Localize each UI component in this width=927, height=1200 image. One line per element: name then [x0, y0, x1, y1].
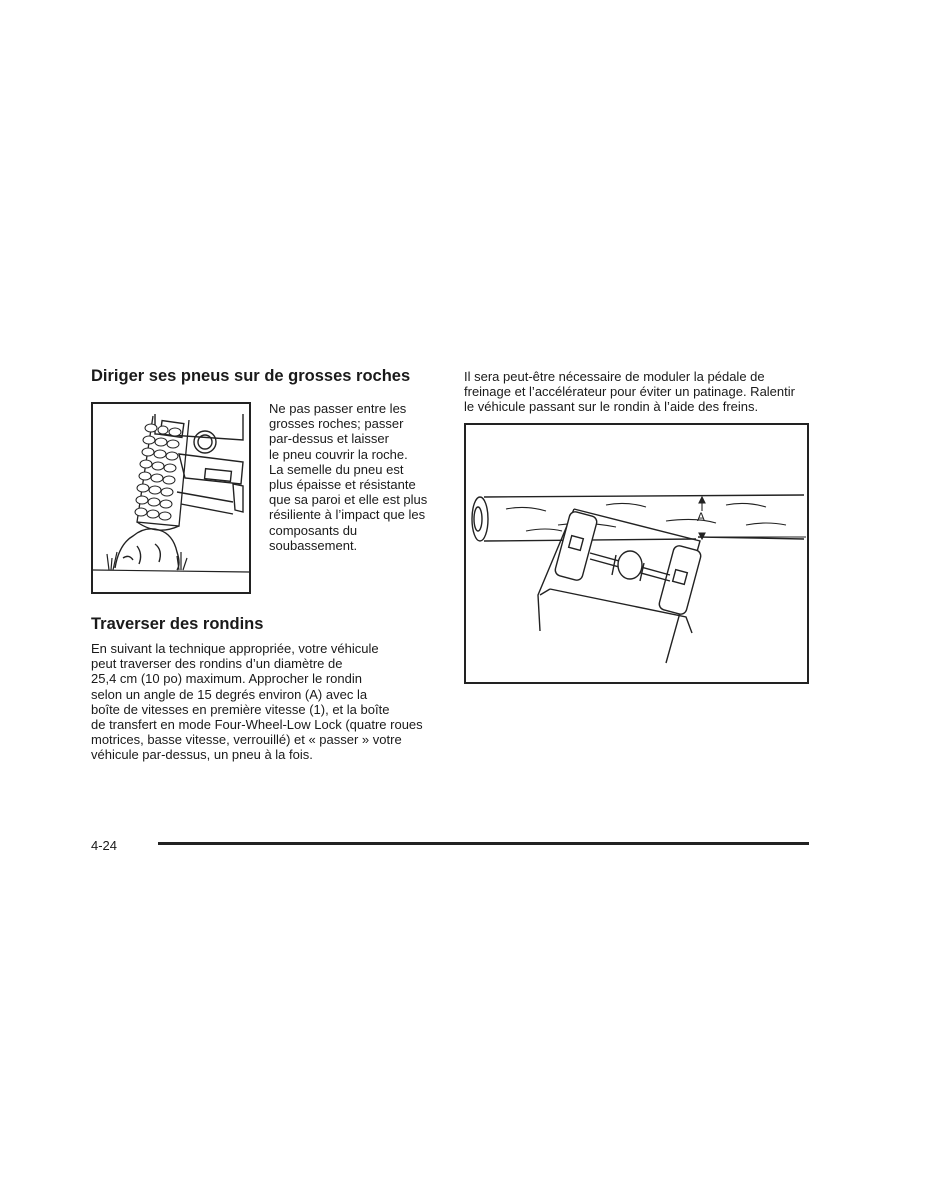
caption-line: le pneu couvrir la roche. [269, 446, 408, 462]
body-line: de transfert en mode Four-Wheel-Low Lock (quatre roues [91, 717, 423, 733]
body-line: boîte de vitesses en première vitesse (1), et la boîte [91, 701, 390, 717]
body-line: motrices, basse vitesse, verrouillé) et « passer » votre [91, 732, 402, 748]
logs-body [91, 641, 423, 763]
body-line: selon un angle de 15 degrés environ (A) avec la [91, 686, 368, 702]
body-line: 25,4 cm (10 po) maximum. Approcher le rondin [91, 671, 362, 687]
footer-rule [158, 842, 809, 845]
caption-line: plus épaisse et résistante [269, 477, 416, 493]
tire-on-rock-illustration [91, 402, 251, 594]
intro-line: le véhicule passant sur le rondin à l’aide des freins. [464, 399, 759, 415]
body-line: En suivant la technique appropriée, votre véhicule [91, 641, 379, 656]
caption-line: composants du [269, 522, 358, 538]
intro-line: Il sera peut-être nécessaire de moduler la pédale de [464, 369, 765, 384]
intro-line: freinage et l’accélérateur pour éviter un patinage. Ralentir [464, 384, 795, 400]
angle-label-a: A [697, 510, 706, 524]
caption-line: Ne pas passer entre les [269, 401, 407, 416]
log-crossing-illustration [464, 423, 809, 684]
body-line: véhicule par-dessus, un pneu à la fois. [91, 747, 313, 763]
rocks-heading: Diriger ses pneus sur de grosses roches [91, 367, 411, 385]
logs-heading: Traverser des rondins [91, 615, 264, 633]
brake-intro [464, 369, 795, 415]
caption-line: résiliente à l’impact que les [269, 507, 426, 523]
caption-line: par-dessus et laisser [269, 431, 389, 447]
caption-line: que sa paroi et elle est plus [269, 492, 428, 508]
caption-line: soubassement. [269, 537, 358, 553]
rocks-caption [269, 401, 427, 553]
body-line: peut traverser des rondins d’un diamètre de [91, 656, 343, 672]
page-number: 4-24 [91, 838, 118, 853]
caption-line: La semelle du pneu est [269, 461, 404, 477]
caption-line: grosses roches; passer [269, 416, 404, 432]
